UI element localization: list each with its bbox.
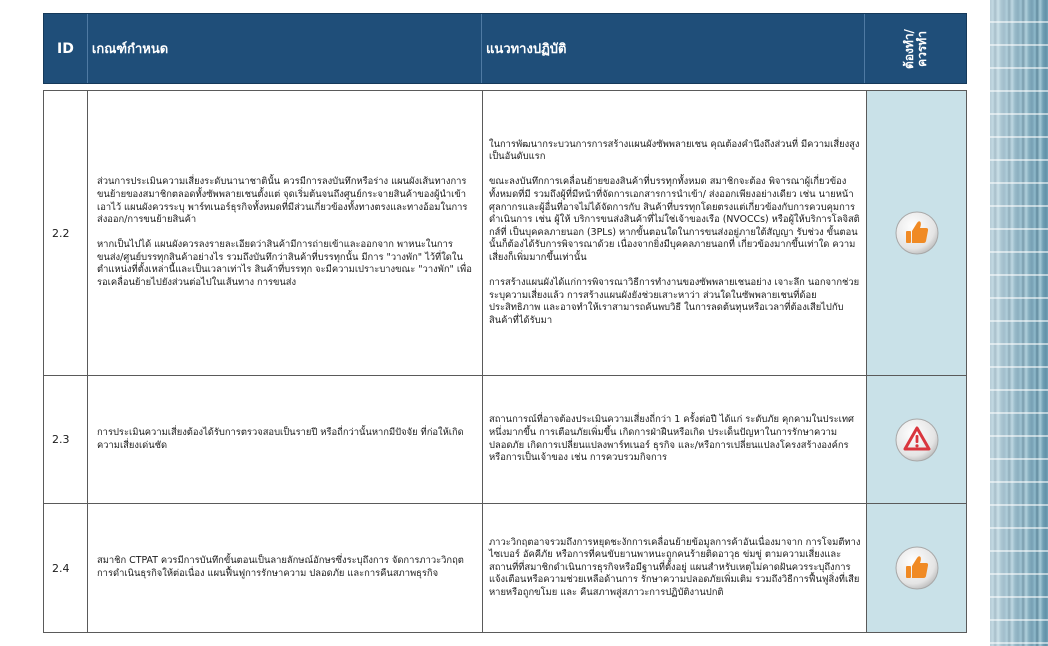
requirements-table [43, 90, 967, 633]
guideline-paragraph: ภาวะวิกฤตอาจรวมถึงการหยุดชะงักการเคลื่อนย้ายข้อมูลการค้าอันเนื่องมาจาก การโจมตีทางไซเบอร์ อัคคีภัย หรือการที่คนขับยานพาหนะถูกคนร้ายติดอาวุธ ข่มขู่ ตามความเสี่ยงและสถานที่ที่สมาชิกดำเนินการธุรกิจหรือมีฐานที่ตั้งอยู่ แผนสำหรับเหตุไม่คาดฝันควรระบุถึงการแจ้งเตือนหรือความช่วยเหลือด้านการ รักษาความปลอดภัยเพิ่มเติม รวมถึงวิธีการฟื้นฟูสิ่งที่เสียหายหรือถูกขโมย และ คืนสภาพสู่สภาวะการปฏิบัติงานปกติ [489, 536, 861, 598]
table-header [43, 13, 967, 84]
table-row [44, 376, 966, 504]
row-must-should [867, 504, 966, 632]
criteria-paragraph: ส่วนการประเมินความเสี่ยงระดับนานาชาตินั้น ควรมีการลงบันทึกหรือร่าง แผนผังเส้นทางการขนย้ายของสมาชิกตลอดทั้งซัพพลายเชนตั้งแต่ จุดเริ่มต้นจนถึงศูนย์กระจายสินค้าของผู้นำเข้าเอาไว้ แผนผังควรระบุ พาร์ทเนอร์ธุรกิจทั้งหมดที่มีส่วนเกี่ยวข้องทั้งทางตรงและทางอ้อมในการ ส่งออก/การขนย้ายสินค้า [97, 176, 468, 226]
row-guideline [483, 376, 867, 503]
header-must-should-label: ต้องทำ/ ควรทำ [901, 28, 929, 69]
row-id: 2.4 [44, 504, 88, 632]
thumbs-up-icon [894, 210, 940, 256]
row-guideline [483, 504, 867, 632]
guideline-paragraph: ในการพัฒนากระบวนการการสร้างแผนผังซัพพลายเชน คุณต้องคำนึงถึงส่วนที่ มีความเสี่ยงสูงเป็นอันดับแรก [489, 138, 860, 163]
decorative-container-strip [990, 0, 1048, 646]
row-criteria [88, 504, 483, 632]
row-criteria [88, 91, 483, 375]
row-criteria [88, 376, 483, 503]
header-must-should [865, 14, 966, 83]
header-id: ID [44, 14, 88, 83]
header-guideline: แนวทางปฏิบัติ [482, 14, 865, 83]
table-row [44, 504, 966, 632]
row-id: 2.3 [44, 376, 88, 503]
criteria-paragraph: การประเมินความเสี่ยงต้องได้รับการตรวจสอบเป็นรายปี หรือถี่กว่านั้นหากมีปัจจัย ที่ก่อให้เกิดความเสี่ยงเด่นชัด [97, 426, 464, 451]
criteria-paragraph: สมาชิก CTPAT ควรมีการบันทึกขั้นตอนเป็นลายลักษณ์อักษรซึ่งระบุถึงการ จัดการภาวะวิกฤต การดำเนินธุรกิจให้ต่อเนื่อง แผนฟื้นฟูการรักษาความ ปลอดภัย และการคืนสภาพธุรกิจ [97, 555, 464, 579]
header-criteria: เกณฑ์กำหนด [88, 14, 482, 83]
criteria-paragraph: หากเป็นไปได้ แผนผังควรลงรายละเอียดว่าสินค้ามีการถ่ายเข้าและออกจาก พาหนะในการขนส่ง/ศูนย์บรรทุกสินค้าอย่างไร รวมถึงบันทึกว่าสินค้าที่บรรทุกนั้น มีการ "วางพัก" ไว้ที่ใดในตำแหน่งที่ตั้งเหล่านี้และเป็นเวลาเท่าไร สินค้าที่บรรทุก จะมีความเปราะบางขณะ "วางพัก" เพื่อรอเคลื่อนย้ายไปยังส่วนต่อไปในเส้นทาง การขนส่ง [97, 239, 472, 289]
row-guideline [483, 91, 867, 375]
row-id: 2.2 [44, 91, 88, 375]
row-must-should [867, 91, 966, 375]
warning-icon [894, 417, 940, 463]
row-must-should [867, 376, 966, 503]
guideline-paragraph: สถานการณ์ที่อาจต้องประเมินความเสี่ยงถี่กว่า 1 ครั้งต่อปี ได้แก่ ระดับภัย คุกคามในประเทศหนึ่งมากขึ้น การเตือนภัยเพิ่มขึ้น เกิดการฝ่าฝืนหรือเกิด ประเด็นปัญหาในการรักษาความปลอดภัย เกิดการเปลี่ยนแปลงพาร์ทเนอร์ ธุรกิจ และ/หรือการเปลี่ยนแปลงโครงสร้างองค์กรหรือการเป็นเจ้าของ เช่น การควบรวมกิจการ [489, 414, 855, 464]
guideline-paragraph: ขณะลงบันทึกการเคลื่อนย้ายของสินค้าที่บรรทุกทั้งหมด สมาชิกจะต้อง พิจารณาผู้เกี่ยวข้องทั้งหมดที่มี รวมถึงผู้ที่มีหน้าที่จัดการเอกสารการนำเข้า/ ส่งออกเพียงอย่างเดียว เช่น นายหน้าศุลกากรและผู้อื่นที่อาจไม่ได้จัดการกับ สินค้าที่บรรทุกโดยตรงแต่เกี่ยวข้องกับการควบคุมการดำเนินการ เช่น ผู้ให้ บริการขนส่งสินค้าที่ไม่ใช่เจ้าของเรือ (NVOCCs) หรือผู้ให้บริการโลจิสติกส์ที่ เป็นบุคคลภายนอก (3PLs) หากขั้นตอนใดในการขนส่งอยู่ภายใต้สัญญา รับช่วง ขั้นตอนนั้นก็ต้องได้รับการพิจารณาด้วย เนื่องจากยิ่งมีบุคคลภายนอกที่ เกี่ยวข้องมากขึ้นเท่าใด ความเสี่ยงก็เพิ่มมากขึ้นเท่านั้น [489, 176, 860, 263]
guideline-paragraph: การสร้างแผนผังได้แก่การพิจารณาวิธีการทำงานของซัพพลายเชนอย่าง เจาะลึก นอกจากช่วยระบุความเสี่ยงแล้ว การสร้างแผนผังยังช่วยเสาะหาว่า ส่วนใดในซัพพลายเชนที่ด้อยประสิทธิภาพ และอาจทำให้เราสามารถค้นพบวิธี ในการลดต้นทุนหรือเวลาที่ต้องเสียไปกับสินค้าที่ได้รับมา [489, 277, 860, 326]
table-row [44, 91, 966, 376]
thumbs-up-icon [894, 545, 940, 591]
